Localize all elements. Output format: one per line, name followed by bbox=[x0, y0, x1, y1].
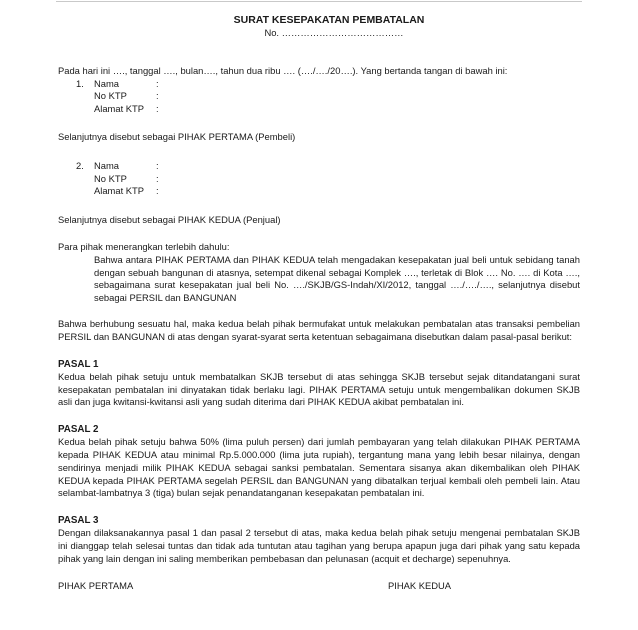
party-2-address-row bbox=[94, 185, 580, 198]
signature-pihak-pertama: PIHAK PERTAMA bbox=[58, 579, 134, 591]
field-label: No KTP bbox=[94, 172, 127, 184]
field-colon: : bbox=[156, 77, 159, 89]
party-1-designation: Selanjutnya disebut sebagai PIHAK PERTAMA (Pembeli) bbox=[58, 131, 296, 143]
signature-row bbox=[58, 580, 580, 591]
party-2-name-row bbox=[94, 160, 580, 173]
party-2-designation: Selanjutnya disebut sebagai PIHAK KEDUA (Penjual) bbox=[58, 213, 281, 225]
party-2-block bbox=[58, 160, 580, 198]
page-top-divider bbox=[56, 1, 582, 2]
field-label: Nama bbox=[94, 77, 120, 89]
field-colon: : bbox=[156, 90, 159, 102]
document-title: SURAT KESEPAKATAN PEMBATALAN bbox=[233, 14, 425, 26]
field-colon: : bbox=[156, 172, 159, 184]
field-label: Alamat KTP bbox=[94, 185, 145, 197]
field-label: Nama bbox=[94, 160, 120, 172]
article-3 bbox=[58, 514, 580, 565]
opening-paragraph: Pada hari ini …., tanggal …., bulan…., tahun dua ribu …. (…./…./20….). Yang bertanda tangan di bawah ini: bbox=[58, 65, 508, 76]
article-title: PASAL 3 bbox=[58, 515, 99, 527]
field-colon: : bbox=[156, 185, 159, 197]
field-colon: : bbox=[156, 160, 159, 172]
article-body: Dengan dilaksanakannya pasal 1 dan pasal 2 tersebut di atas, maka kedua belah pihak setuju mengenai pembatalan SKJB ini dianggap telah selesai tuntas dan tidak ada tuntutan atau tagihan yang berupa apapun juga dari pihak yang satu kepada pihak yang lain dengan ini saling memberikan pembebasan dan pelunasan (acquit et decharge) sepenuhnya. bbox=[58, 527, 580, 564]
statement-body: Bahwa antara PIHAK PERTAMA dan PIHAK KEDUA telah mengadakan kesepakatan jual beli untuk sebidang tanah dengan sebuah bangunan di atasnya, setempat dikenal sebagai Komplek …., terletak di Blok …. No. …. di Kota …., sebagaimana surat kesepakatan jual beli No. …./SKJB/GS-Indah/XI/2012, tanggal …./…./…., selanjutnya disebut sebagai PERSIL dan BANGUNAN bbox=[94, 254, 580, 303]
article-title: PASAL 1 bbox=[58, 358, 99, 370]
document-page bbox=[58, 14, 580, 591]
agreement-intro: Bahwa berhubung sesuatu hal, maka kedua belah pihak bermufakat untuk melakukan pembatalan atas transaksi pembelian PERSIL dan BANGUNAN di atas dengan syarat-syarat serta ketentuan sebagaimana disebutkan dalam pasal-pasal berikut: bbox=[58, 318, 580, 342]
article-title: PASAL 2 bbox=[58, 424, 99, 436]
field-colon: : bbox=[156, 102, 159, 114]
article-body: Kedua belah pihak setuju bahwa 50% (lima puluh persen) dari jumlah pembayaran yang telah dilakukan PIHAK PERTAMA kepada PIHAK KEDUA atau minimal Rp.5.000.000 (lima juta rupiah), tergantung mana yang lebih besar nilainya, dengan sendirinya menjadi milik PIHAK KEDUA sebagai sanksi pembatalan. Sementara sisanya akan dikembalikan oleh PIHAK KEDUA kepada PIHAK PERTAMA segelah PERSIL dan BANGUNAN yang dibatalkan terjual kembali oleh pembeli lain. Atau selambat-lambatnya 3 (tiga) bulan sejak penandatanganan kesepakatan pembatalan ini. bbox=[58, 436, 580, 499]
party-1-name-row bbox=[94, 78, 580, 91]
party-1-block bbox=[58, 78, 580, 116]
article-1 bbox=[58, 358, 580, 409]
party-2-ktp-row bbox=[94, 173, 580, 186]
article-2 bbox=[58, 423, 580, 500]
document-number: No. ………………………………… bbox=[264, 27, 404, 38]
party-1-ktp-row bbox=[94, 90, 580, 103]
party-2-number: 2. bbox=[76, 160, 84, 172]
statement-intro: Para pihak menerangkan terlebih dahulu: bbox=[58, 241, 230, 253]
party-1-address-row bbox=[94, 103, 580, 116]
party-1-number: 1. bbox=[76, 77, 84, 89]
signature-pihak-kedua: PIHAK KEDUA bbox=[388, 579, 452, 591]
field-label: Alamat KTP bbox=[94, 102, 145, 114]
article-body: Kedua belah pihak setuju untuk membatalkan SKJB tersebut di atas sehingga SKJB tersebut sejak ditandatangani surat kesepakatan pembatalan ini dinyatakan tidak berlaku lagi. PIHAK PERTAMA setuju untuk mengembalikan dokumen SKJB asli dan juga kwitansi-kwitansi asli yang sudah diterima dari PIHAK KEDUA akibat pembatalan ini. bbox=[58, 370, 580, 408]
field-label: No KTP bbox=[94, 90, 127, 102]
